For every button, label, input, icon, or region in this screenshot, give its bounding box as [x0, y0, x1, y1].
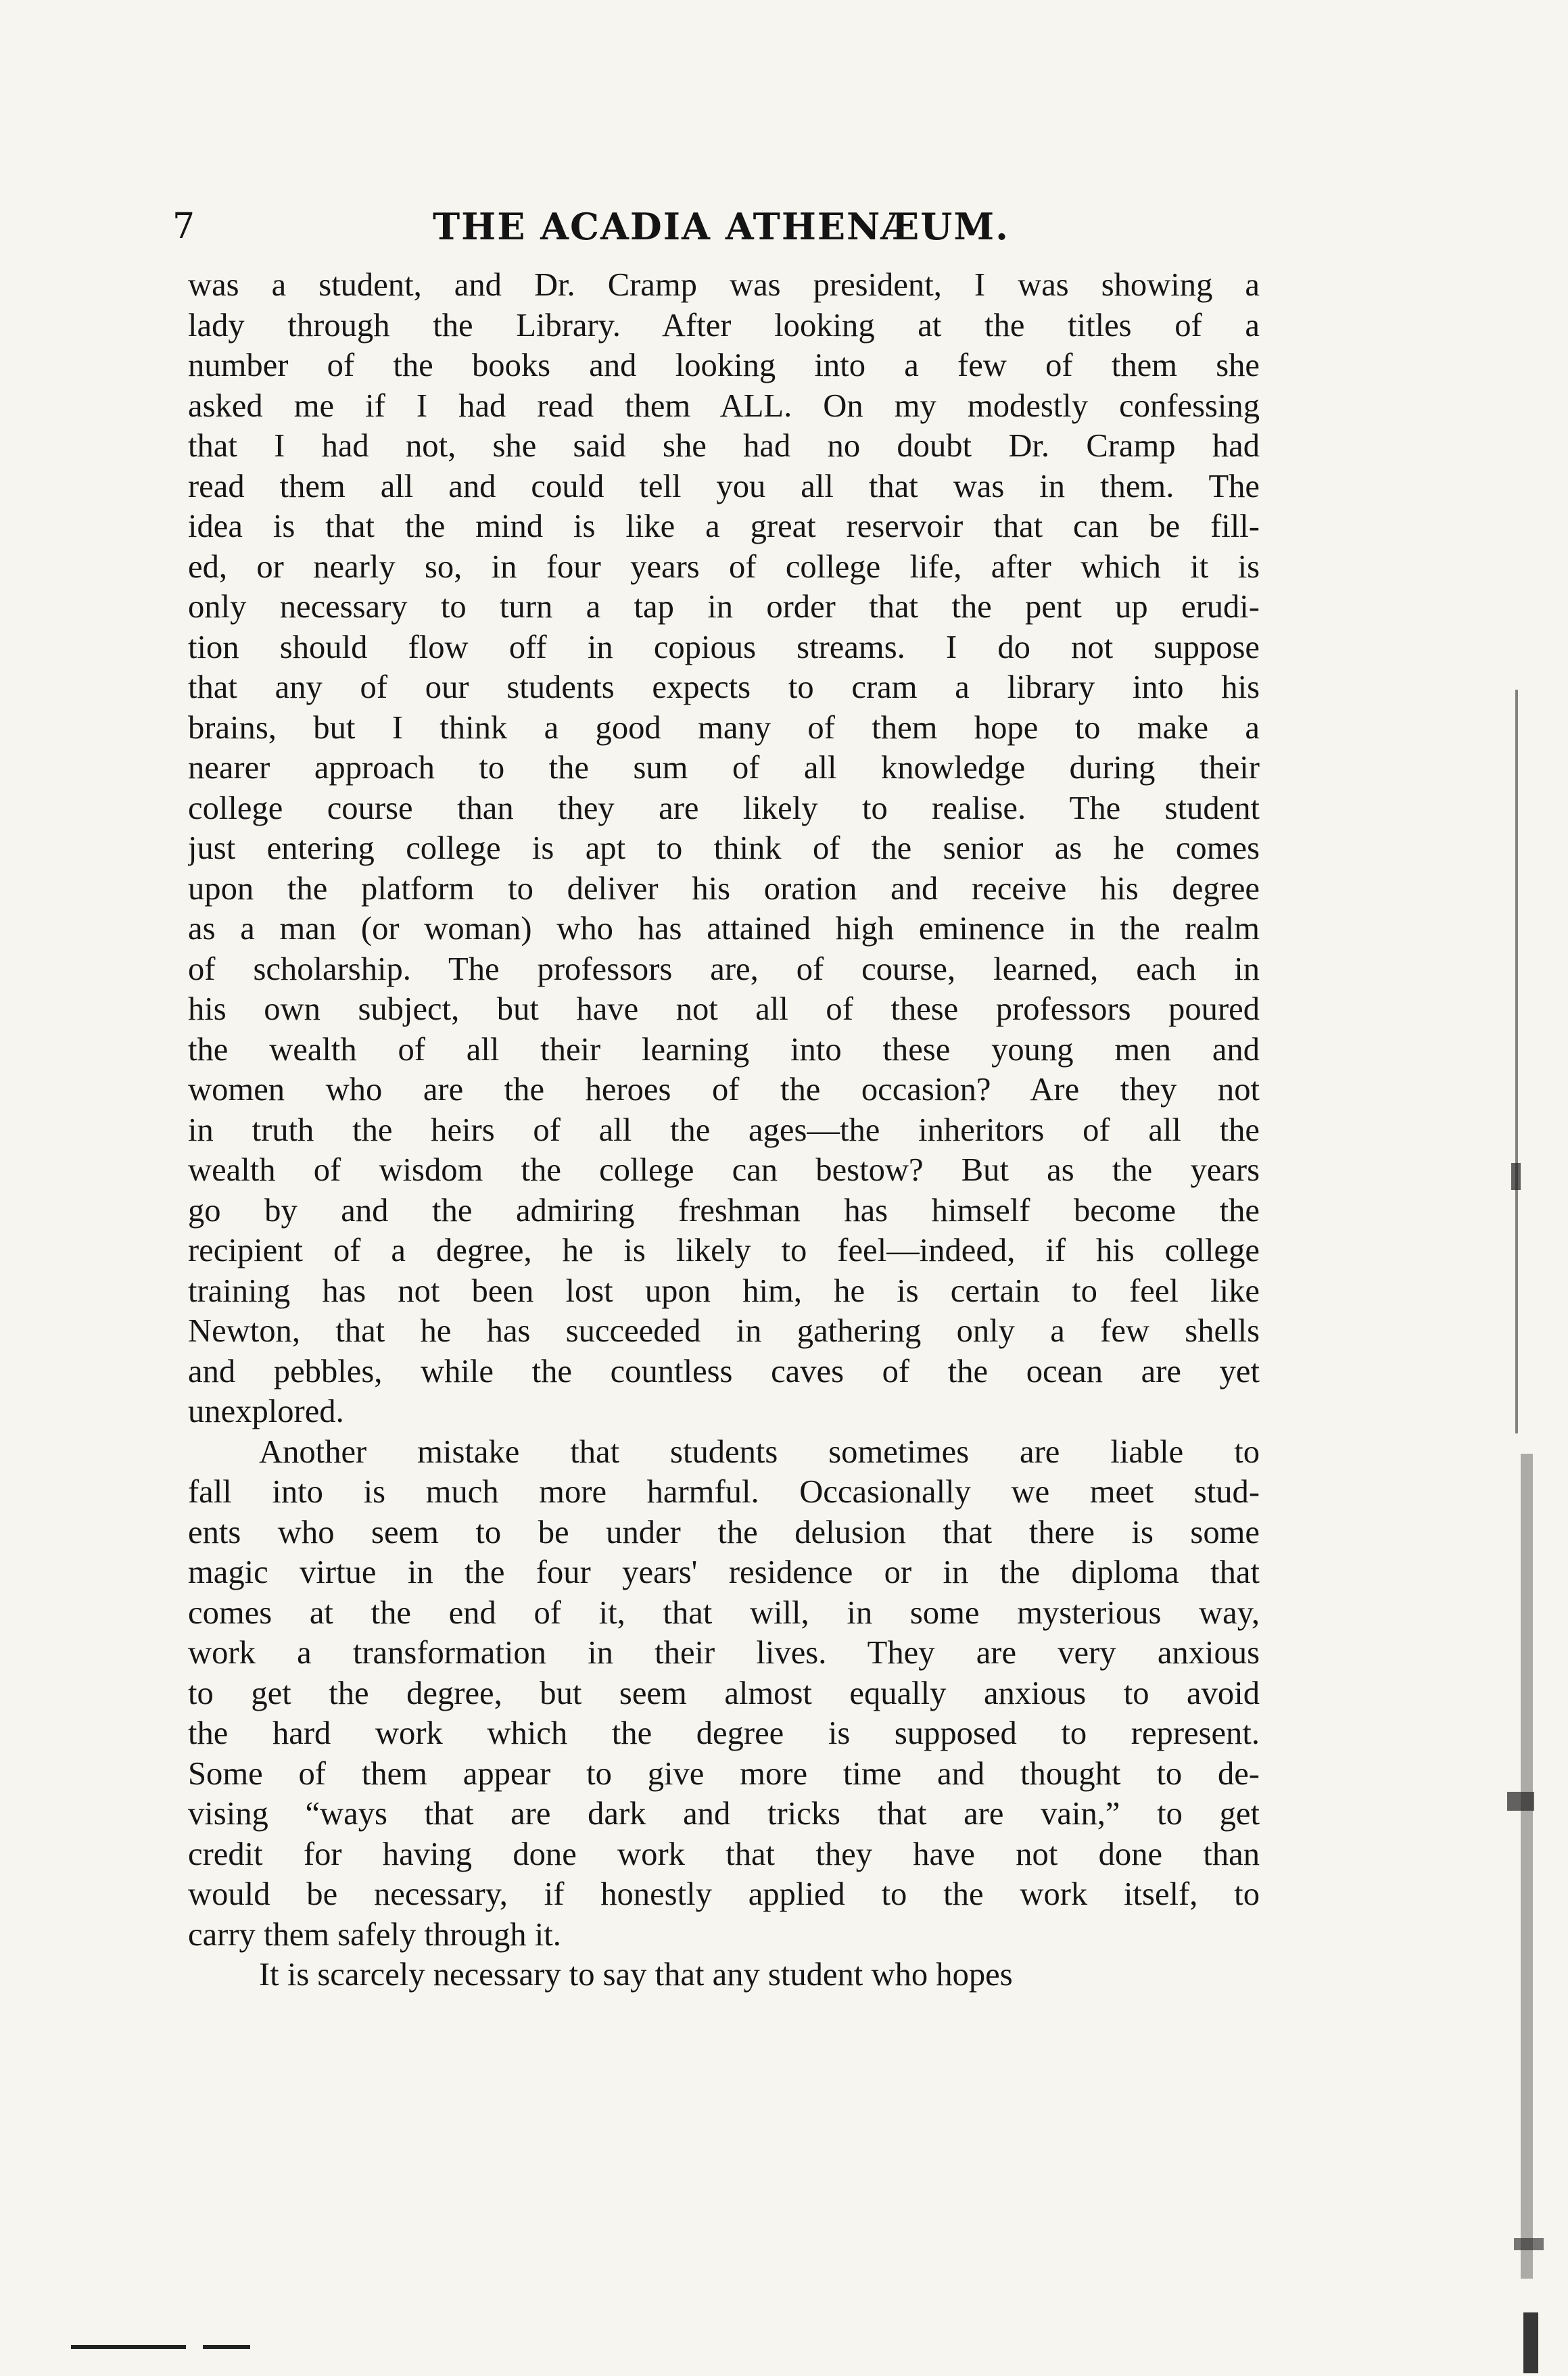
binding-edge — [1467, 0, 1568, 2376]
text-line: brains, but I think a good many of them hope to make a — [188, 709, 1260, 746]
text-line: ed, or nearly so, in four years of college life, after which it is — [188, 548, 1260, 585]
text-line: go by and the admiring freshman has himself become the — [188, 1191, 1260, 1229]
text-line: as a man (or woman) who has attained high eminence in the realm — [188, 910, 1260, 947]
text-line: It is scarcely necessary to say that any student who hopes — [259, 1956, 1013, 1993]
page-header — [172, 203, 1261, 257]
text-line: credit for having done work that they have not done than — [188, 1835, 1260, 1872]
text-line: that any of our students expects to cram a library into his — [188, 669, 1260, 705]
text-line: upon the platform to deliver his oration and receive his degree — [188, 870, 1260, 907]
text-line: asked me if I had read them ALL. On my modestly confessing — [188, 387, 1260, 424]
text-line: and pebbles, while the countless caves of the ocean are yet — [188, 1352, 1260, 1389]
text-line: college course than they are likely to realise. The student — [188, 789, 1260, 826]
text-line: idea is that the mind is like a great reservoir that can be fill- — [188, 508, 1260, 544]
text-line: Newton, that he has succeeded in gathering only a few shells — [188, 1312, 1260, 1349]
text-line: women who are the heroes of the occasion? Are they not — [188, 1071, 1260, 1108]
text-line: tion should flow off in copious streams. I do not suppose — [188, 628, 1260, 665]
text-line: read them all and could tell you all that was in them. The — [188, 467, 1260, 504]
text-line: vising “ways that are dark and tricks that are vain,” to get — [188, 1795, 1260, 1832]
text-line: comes at the end of it, that will, in some mysterious way, — [188, 1594, 1260, 1631]
text-line: training has not been lost upon him, he is certain to feel like — [188, 1272, 1260, 1309]
text-line: number of the books and looking into a few of them she — [188, 347, 1260, 383]
text-line: fall into is much more harmful. Occasionally we meet stud- — [188, 1473, 1260, 1510]
text-line: to get the degree, but seem almost equally anxious to avoid — [188, 1674, 1260, 1711]
text-line: in truth the heirs of all the ages—the inheritors of all the — [188, 1111, 1260, 1148]
text-line: ents who seem to be under the delusion that there is some — [188, 1513, 1260, 1550]
article-body — [188, 265, 1260, 1995]
running-title: THE ACADIA ATHENÆUM. — [433, 205, 1009, 248]
text-line: his own subject, but have not all of these professors poured — [188, 991, 1260, 1027]
text-line: just entering college is apt to think of the senior as he comes — [188, 830, 1260, 866]
text-line: would be necessary, if honestly applied to the work itself, to — [188, 1876, 1260, 1912]
text-line: nearer approach to the sum of all knowledge during their — [188, 749, 1260, 786]
bottom-rule-left — [71, 2345, 186, 2349]
text-line: wealth of wisdom the college can bestow? But as the years — [188, 1151, 1260, 1188]
text-line: Some of them appear to give more time and thought to de- — [188, 1755, 1260, 1792]
text-line: of scholarship. The professors are, of course, learned, each in — [188, 950, 1260, 987]
text-line: was a student, and Dr. Cramp was president, I was showing a — [188, 266, 1260, 303]
text-line: only necessary to turn a tap in order that the pent up erudi- — [188, 588, 1260, 625]
text-line: Another mistake that students sometimes are liable to — [259, 1433, 1260, 1470]
text-line: that I had not, she said she had no doubt Dr. Cramp had — [188, 427, 1260, 464]
bottom-rule-right — [203, 2345, 250, 2349]
text-line: recipient of a degree, he is likely to feel—indeed, if his college — [188, 1232, 1260, 1268]
page-number: 7 — [172, 206, 195, 247]
text-line: lady through the Library. After looking at the titles of a — [188, 306, 1260, 343]
text-line: magic virtue in the four years' residence or in the diploma that — [188, 1554, 1260, 1590]
text-line: unexplored. — [188, 1393, 344, 1429]
text-line: the wealth of all their learning into these young men and — [188, 1030, 1260, 1068]
text-line: carry them safely through it. — [188, 1916, 561, 1953]
text-line: work a transformation in their lives. They are very anxious — [188, 1634, 1260, 1671]
text-line: the hard work which the degree is supposed to represent. — [188, 1715, 1260, 1751]
